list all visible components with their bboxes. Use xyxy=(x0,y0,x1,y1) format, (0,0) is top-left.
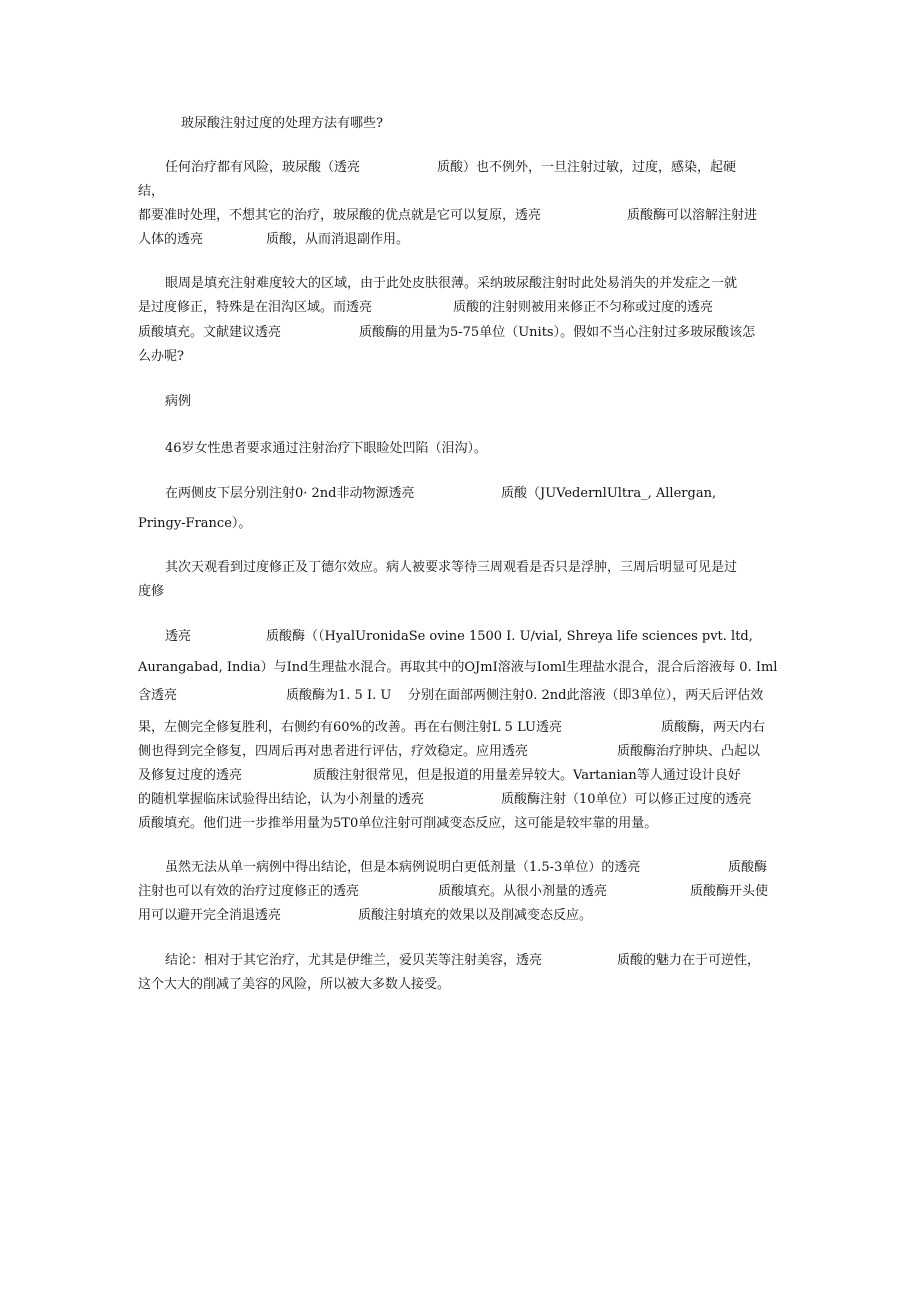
paragraph-6-line-1a: 虽然无法从单一病例中得出结论，但是本病例说明白更低剂量（1.5-3单位）的透亮 xyxy=(165,860,641,875)
paragraph-2-line-2a: 是过度修正，特殊是在泪沟区域。而透亮 xyxy=(138,300,373,315)
paragraph-5-line-7b: 质酸酶注射（10单位）可以修正过度的透亮 xyxy=(501,792,752,807)
paragraph-3-line-2: Pringy-France）。 xyxy=(138,516,252,531)
case-description: 46岁女性患者要求通过注射治疗下眼睑处凹陷（泪沟）。 xyxy=(165,441,488,456)
paragraph-5-line-6a: 及修复过度的透亮 xyxy=(138,768,243,783)
paragraph-5-line-3b: 质酸酶为1. 5 I. U xyxy=(286,688,392,703)
paragraph-6-line-3b: 质酸注射填充的效果以及削减变态反应。 xyxy=(358,908,593,923)
paragraph-1-line-4a: 人体的透亮 xyxy=(138,232,204,247)
paragraph-5-line-3c: 分别在面部两侧注射0. 2nd此溶液（即3单位），两天后评估效 xyxy=(408,688,764,703)
paragraph-6-line-2c: 质酸酶开头使 xyxy=(690,884,769,899)
paragraph-1-line-3a: 都要准时处理，不想其它的治疗，玻尿酸的优点就是它可以复原，透亮 xyxy=(138,208,542,223)
paragraph-5-line-2: Aurangabad, India）与Ind生理盐水混合。再取其中的OJmI溶液与Ioml生理盐水混合，混合后溶液每 0. Iml xyxy=(138,660,778,675)
conclusion-line-1a: 结论：相对于其它治疗，尤其是伊维兰，爱贝芙等注射美容，透亮 xyxy=(165,953,543,968)
paragraph-5-line-5a: 侧也得到完全修复，四周后再对患者进行评估，疗效稳定。应用透亮 xyxy=(138,744,529,759)
paragraph-5-line-4b: 质酸酶，两天内右 xyxy=(661,720,766,735)
paragraph-1-line-4b: 质酸，从而消退副作用。 xyxy=(266,232,410,247)
paragraph-5-line-3a: 含透亮 xyxy=(138,688,178,703)
paragraph-5-line-7a: 的随机掌握临床试验得出结论，认为小剂量的透亮 xyxy=(138,792,425,807)
paragraph-5-line-6b: 质酸注射很常见，但是报道的用量差异较大。Vartanian等人通过设计良好 xyxy=(313,768,741,783)
paragraph-2-line-1: 眼周是填充注射难度较大的区域，由于此处皮肤很薄。采纳玻尿酸注射时此处易消失的并发症之一就 xyxy=(165,276,738,291)
paragraph-6-line-2a: 注射也可以有效的治疗过度修正的透亮 xyxy=(138,884,360,899)
paragraph-3-line-1b: 质酸（JUVedernlUltra_, Allergan, xyxy=(501,486,717,501)
paragraph-6-line-1b: 质酸酶 xyxy=(728,860,768,875)
paragraph-1-line-3b: 质酸酶可以溶解注射进 xyxy=(627,208,758,223)
paragraph-1-line-1b: 质酸）也不例外，一旦注射过敏，过度，感染，起硬 xyxy=(437,160,737,175)
paragraph-2-line-4: 么办呢? xyxy=(138,349,184,364)
paragraph-3-line-1a: 在两侧皮下层分别注射0· 2nd非动物源透亮 xyxy=(165,486,415,501)
paragraph-5-line-1a: 透亮 xyxy=(165,629,192,644)
paragraph-6-line-2b: 质酸填充。从很小剂量的透亮 xyxy=(438,884,608,899)
paragraph-2-line-3b: 质酸酶的用量为5-75单位（Units）。假如不当心注射过多玻尿酸该怎 xyxy=(359,325,756,340)
paragraph-4-line-2: 度修 xyxy=(138,584,165,599)
paragraph-5-line-8: 质酸填充。他们进一步推举用量为5T0单位注射可削减变态反应，这可能是较牢靠的用量。 xyxy=(138,816,658,831)
paragraph-6-line-3a: 用可以避开完全消退透亮 xyxy=(138,908,282,923)
paragraph-5-line-1b: 质酸酶（（HyalUronidaSe ovine 1500 I. U/vial, Shreya life sciences pvt. ltd, xyxy=(266,629,753,644)
document-title: 玻尿酸注射过度的处理方法有哪些? xyxy=(181,116,383,131)
paragraph-2-line-3a: 质酸填充。文献建议透亮 xyxy=(138,325,282,340)
case-heading: 病例 xyxy=(165,394,192,409)
paragraph-1-line-2: 结， xyxy=(138,184,165,199)
paragraph-5-line-5b: 质酸酶治疗肿块、凸起以 xyxy=(617,744,761,759)
conclusion-line-2: 这个大大的削减了美容的风险，所以被大多数人接受。 xyxy=(138,977,451,992)
paragraph-4-line-1: 其次天观看到过度修正及丁德尔效应。病人被要求等待三周观看是否只是浮肿，三周后明显可见是过 xyxy=(165,560,738,575)
paragraph-2-line-2b: 质酸的注射则被用来修正不匀称或过度的透亮 xyxy=(453,300,714,315)
conclusion-line-1b: 质酸的魅力在于可逆性， xyxy=(617,953,761,968)
paragraph-5-line-4a: 果，左侧完全修复胜利，右侧约有60%的改善。再在右侧注射L 5 LU透亮 xyxy=(138,720,562,735)
paragraph-1-line-1a: 任何治疗都有风险，玻尿酸（透亮 xyxy=(165,160,361,175)
